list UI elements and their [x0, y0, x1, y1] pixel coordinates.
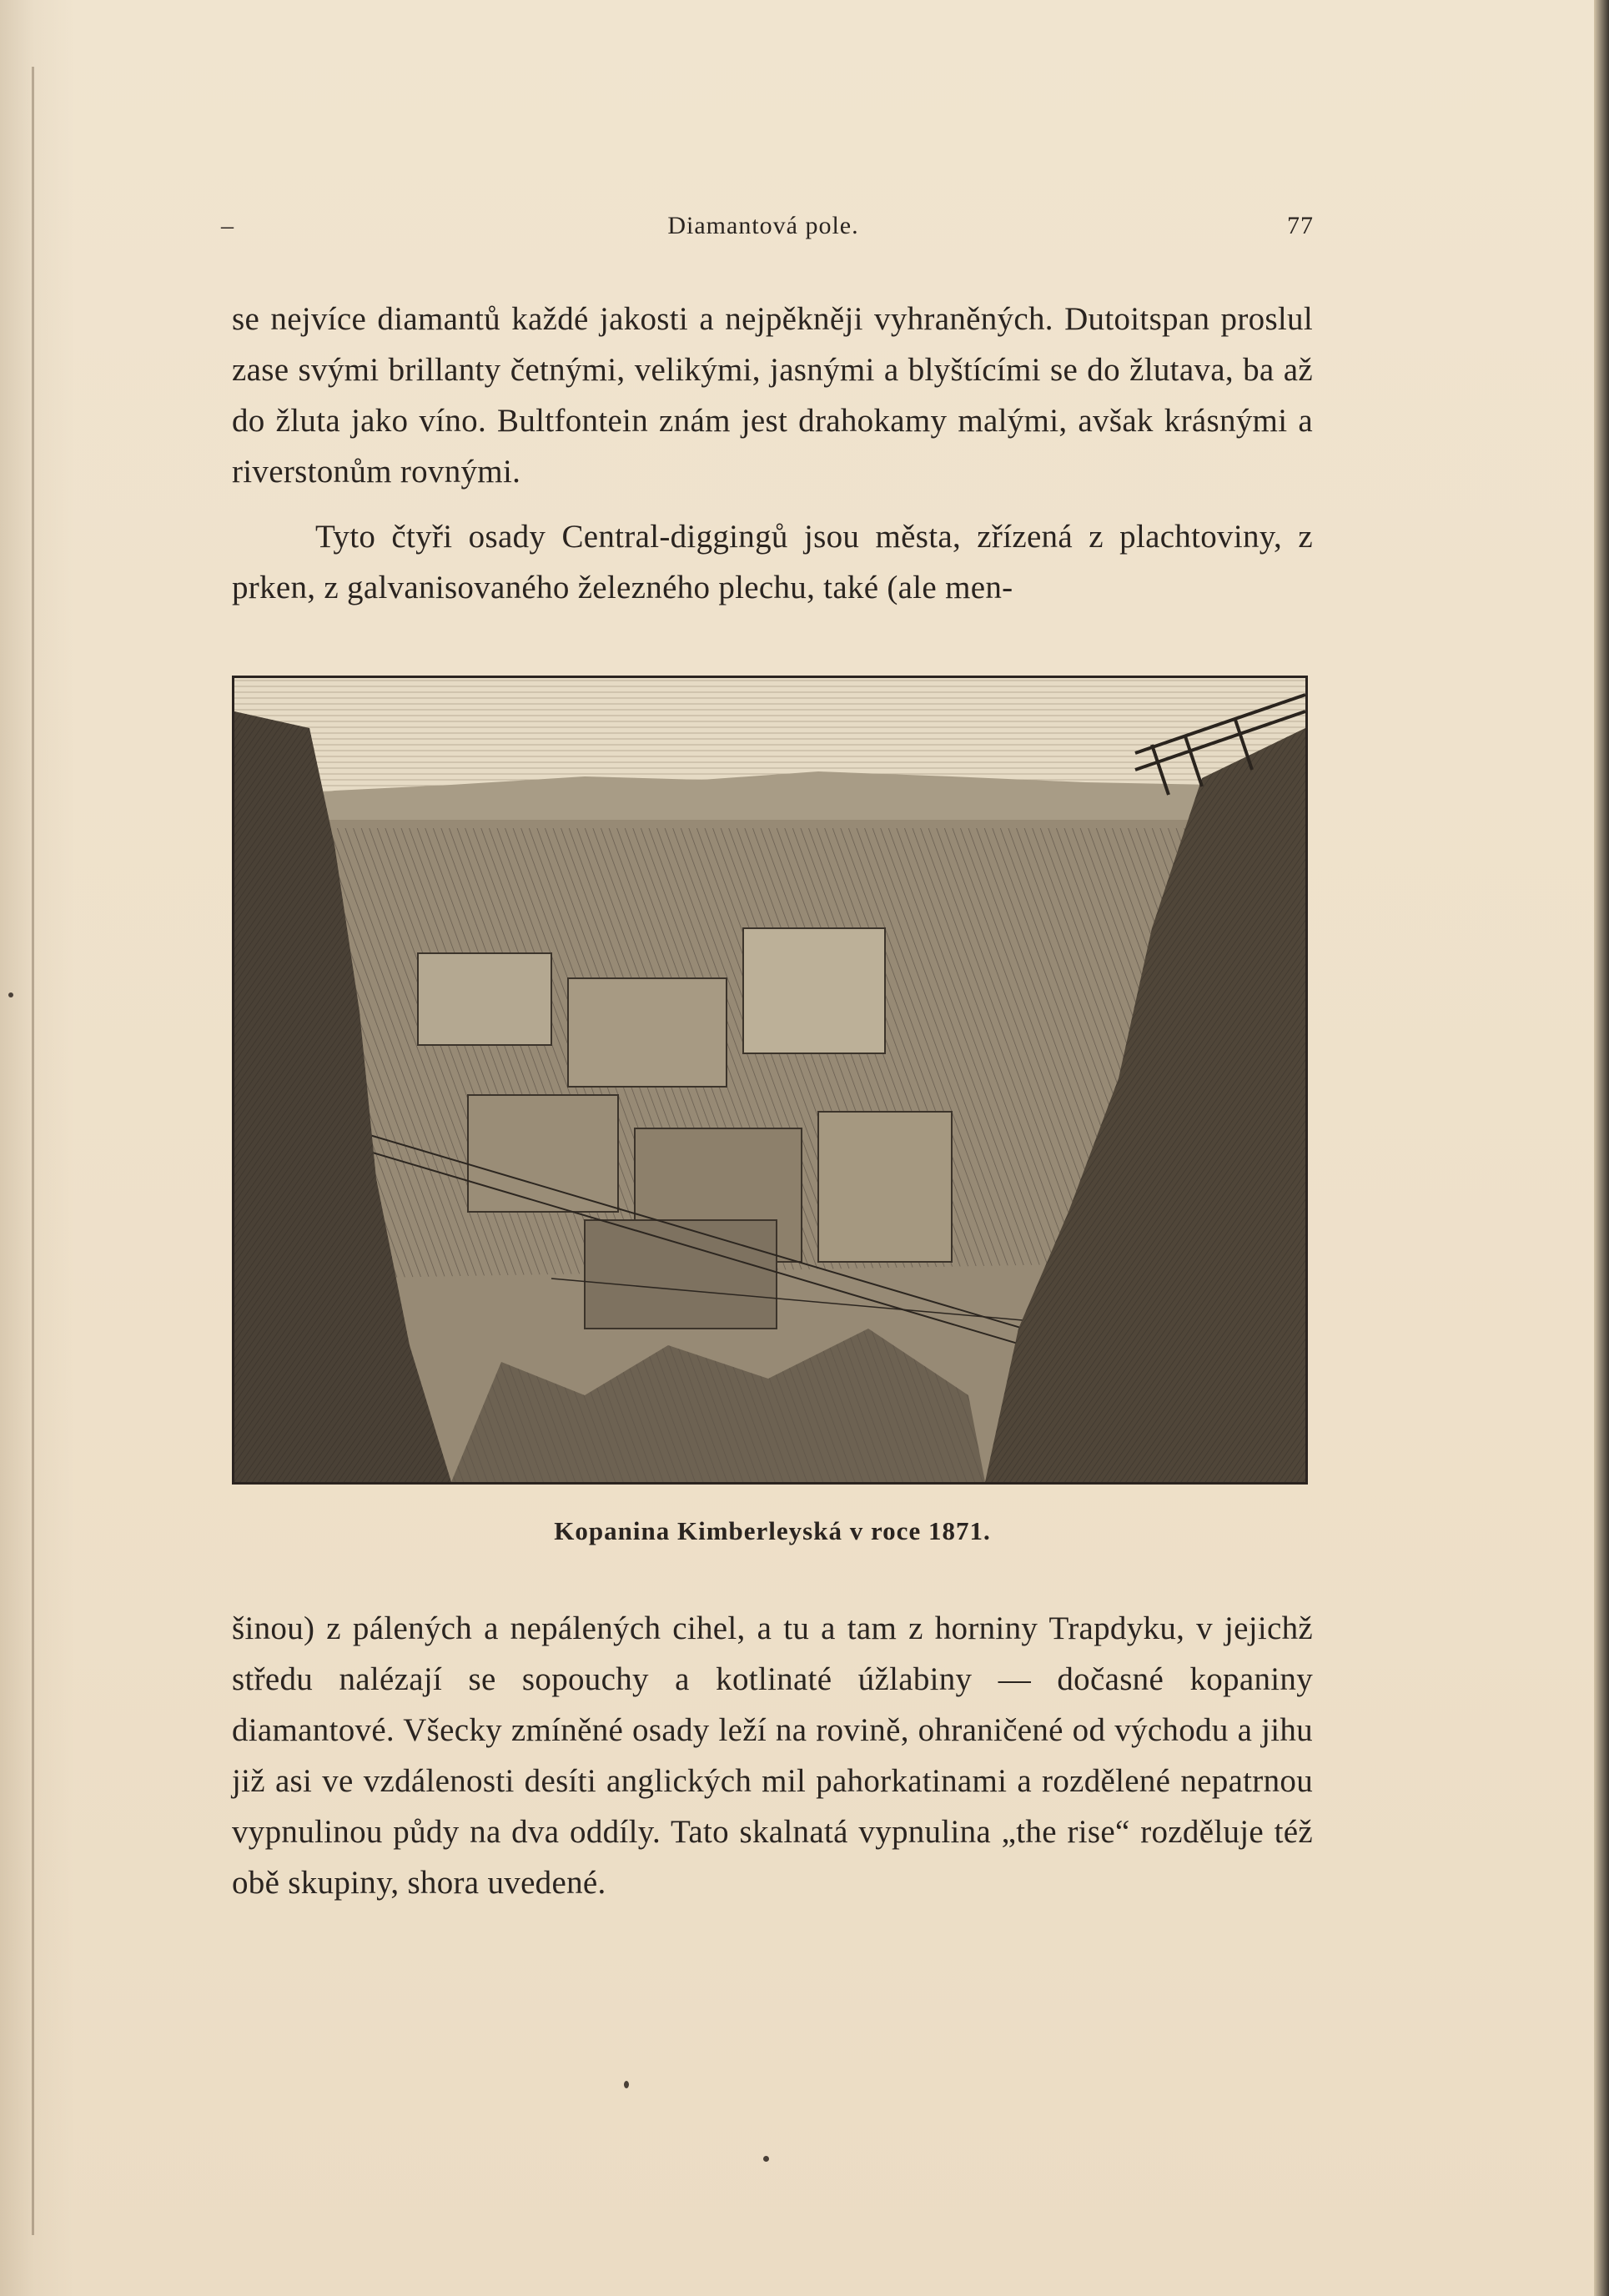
- paragraph-2: Tyto čtyři osady Central-diggingů jsou města, zřízená z plachtoviny, z prken, z galvanisovaného železného plechu, také (ale men-: [232, 519, 1313, 605]
- figure-caption: Kopanina Kimberleyská v roce 1871.: [554, 1516, 991, 1545]
- ink-speck: [624, 2081, 629, 2088]
- running-head: [213, 212, 1314, 245]
- ink-speck: [8, 992, 13, 997]
- paragraph-1: se nejvíce diamantů každé jakosti a nejpěkněji vyhraněných. Dutoitspan proslul zase svými brillanty četnými, velikými, jasnými a blyštícími se do žlutava, ba až do žluta jako víno. Bultfontein znám jest drahokamy malými, avšak krásnými a riverstonům rovnými.: [232, 301, 1313, 490]
- engraving-illustration: [232, 676, 1308, 1485]
- binding-shadow: [32, 67, 34, 2235]
- page-number: 77: [1287, 212, 1314, 239]
- chapter-title: Diamantová pole.: [667, 212, 859, 239]
- header-dash: –: [221, 212, 234, 239]
- paragraph-3: šinou) z pálených a nepálených cihel, a tu a tam z horniny Trapdyku, v jejichž středu nalézají se sopouchy a kotlinaté úžlabiny — dočasné kopaniny diamantové. Všecky zmíněné osady leží na rovině, ohraničené od východu a jihu již asi ve vzdálenosti desíti anglických mil pahorkatinami a rozdělené nepatrnou vypnulinou půdy na dva oddíly. Tato skalnatá vypnulina „the rise“ rozděluje též obě skupiny, shora uvedené.: [232, 1610, 1313, 1901]
- ink-speck: [763, 2156, 769, 2162]
- page-edge: [1594, 0, 1609, 2296]
